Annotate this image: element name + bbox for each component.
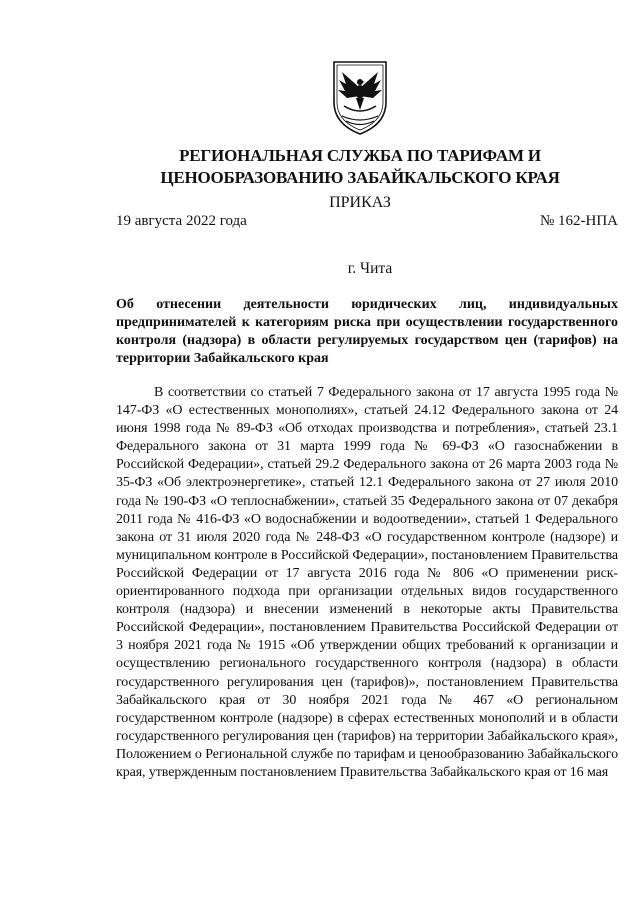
zabaikalsky-coat-of-arms-icon xyxy=(330,58,390,136)
document-body: В соответствии со статьей 7 Федерального закона от 17 августа 1995 года № 147-ФЗ «О естественных монополиях», статьей 24.12 Федерального закона от 24 июня 1998 года № 89-ФЗ «Об отходах производства и потребления», статьей 23.1 Федерального закона от 31 марта 1999 года № 69-ФЗ «О газоснабжении в Российской Федерации», статьей 29.2 Федерального закона от 26 марта 2003 года № 35-ФЗ «Об электроэнергетике», статьей 12.1 Федерального закона от 27 июля 2010 года № 190-ФЗ «О теплоснабжении», статьей 35 Федерального закона от 07 декабря 2011 года № 416-ФЗ «О водоснабжении и водоотведении», статьей 1 Федерального закона от 31 июля 2020 года № 248-ФЗ «О государственном контроле (надзоре) и муниципальном контроле в Российской Федерации», постановлением Правительства Российской Федерации от 17 августа 2016 года № 806 «О применении риск-ориентированного подхода при организации отдельных видов государственного контроля (надзора) и внесении изменений в некоторые акты Правительства Российской Федерации», постановлением Правительства Российской Федерации от 3 ноября 2021 года № 1915 «Об утверждении общих требований к организации и осуществлению регионального государственного контроля (надзора) в области государственного регулирования цен (тарифов)», постановлением Правительства Забайкальского края от 30 ноября 2021 года № 467 «О региональном государственном контроле (надзоре) в сферах естественных монополий и в области государственного регулирования цен (тарифов) на территории Забайкальского края», Положением о Региональной службе по тарифам и ценообразованию Забайкальского края, утвержденным постановлением Правительства Забайкальского края от 16 мая xyxy=(116,385,618,780)
document-subject: Об отнесении деятельности юридических лиц, индивидуальных предпринимателей к категориям риска при осуществлении государственного контроля (надзора) в области регулируемых государством цен (тарифов) на территории Забайкальского края xyxy=(116,297,618,366)
document-type: ПРИКАЗ xyxy=(329,194,391,211)
document-date: 19 августа 2022 года xyxy=(116,213,247,229)
organization-name xyxy=(100,145,620,189)
document-city: г. Чита xyxy=(347,260,393,277)
org-line-2: ЦЕНООБРАЗОВАНИЮ ЗАБАЙКАЛЬСКОГО КРАЯ xyxy=(160,168,560,187)
document-number: № 162-НПА xyxy=(539,213,618,229)
org-line-1: РЕГИОНАЛЬНАЯ СЛУЖБА ПО ТАРИФАМ И xyxy=(179,146,541,165)
